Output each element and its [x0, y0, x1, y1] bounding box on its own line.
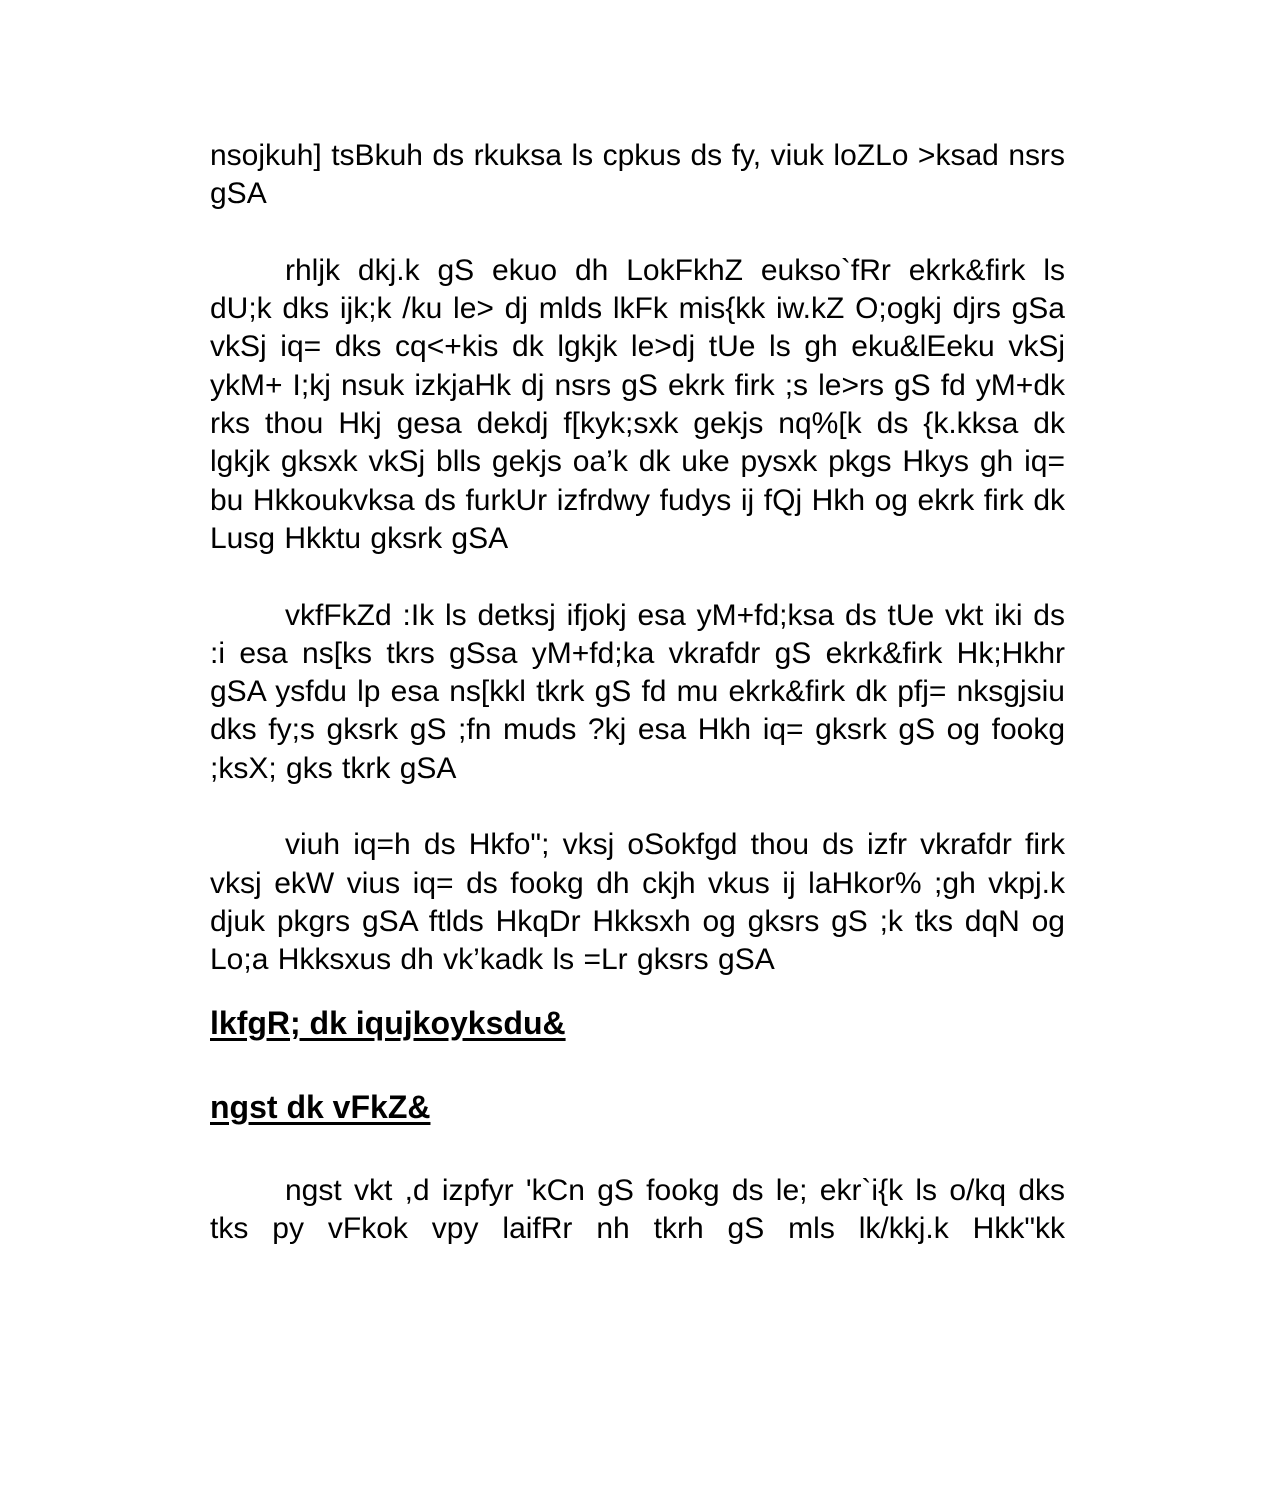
document-page	[210, 137, 1065, 1248]
paragraph-5: ngst vkt ,d izpfyr 'kCn gS fookg ds le; ekr`i{k ls o/kq dks tks py vFkok vpy laifRr nh tkrh gS mls lk/kkj.k Hkk"kk	[210, 1173, 1065, 1245]
paragraph-gap	[210, 788, 1065, 826]
paragraph-3: vkfFkZd :Ik ls detksj ifjokj esa yM+fd;ksa ds tUe vkt iki ds :i esa ns[ks tkrs gSsa yM+fd;ka vkrafdr gS ekrk&firk Hk;Hkhr gSA ysfdu lp esa ns[kkl tkrk gS fd mu ekrk&firk dk pfj= nksgjsiu dks fy;s gksrk gS ;fn muds ?kj esa Hkh iq= gksrk gS og fookg ;ksX; gks tkrk gSA	[210, 598, 1065, 785]
paragraph-1: nsojkuh] tsBkuh ds rkuksa ls cpkus ds fy, viuk loZLo >ksad nsrs gSA	[210, 139, 1065, 211]
paragraph-2: rhljk dkj.k gS ekuo dh LokFkhZ eukso`fRr ekrk&firk ls dU;k dks ijk;k /ku le> dj mlds lkFk mis{kk iw.kZ O;ogkj djrs gSa vkSj iq= dks cq<+kis dk lgkjk le>dj tUe ls gh eku&lEeku vkSj ykM+ I;kj nsuk izkjaHk dj nsrs gS ekrk firk ;s le>rs gS fd yM+dk rks thou Hkj gesa dekdj f[kyk;sxk gekjs nq%[k ds {k.kksa dk lgkjk gksxk vkSj blls gekjs oa’k dk uke pysxk pkgs Hkys gh iq= bu Hkkoukvksa ds furkUr izfrdwy fudys ij fQj Hkh og ekrk firk dk Lusg Hkktu gksrk gSA	[210, 253, 1065, 555]
heading-gap	[210, 1126, 1065, 1172]
heading-gap	[210, 980, 1065, 1004]
paragraph-gap	[210, 558, 1065, 596]
section-heading-2: ngst dk vFkZ&	[210, 1088, 431, 1125]
paragraph-4: viuh iq=h ds Hkfo"; vksj oSokfgd thou ds izfr vkrafdr firk vksj ekW vius iq= ds fookg dh ckjh vkus ij laHkor% ;gh vkpj.k djuk pkgrs gSA ftlds HkqDr Hkksxh og gksrs gS ;k tks dqN og Lo;a Hkksxus dh vk’kadk ls =Lr gksrs gSA	[210, 828, 1065, 977]
section-heading-1: lkfgR; dk iqujkoyksdu&	[210, 1004, 566, 1041]
heading-gap	[210, 1042, 1065, 1088]
paragraph-gap	[210, 214, 1065, 252]
